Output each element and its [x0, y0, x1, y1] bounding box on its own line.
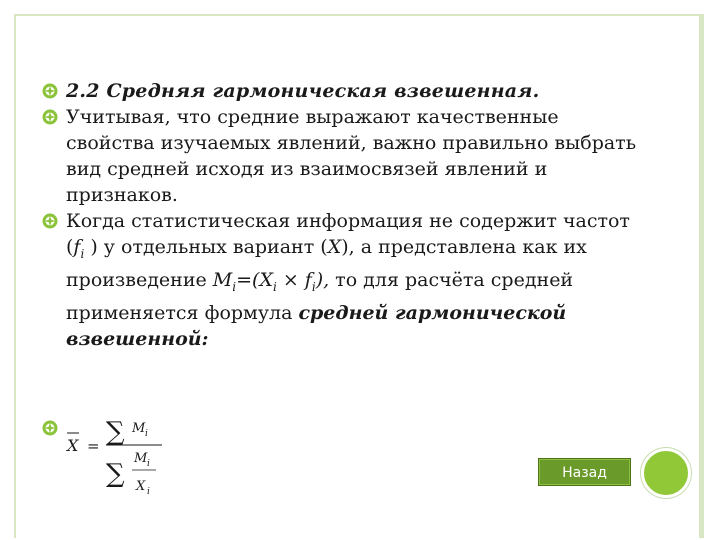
symbol-f-sub: i [80, 247, 85, 261]
bullet-icon [42, 83, 58, 99]
definition-text-3: ), а представлена как их произведение [66, 236, 587, 291]
bullet-item-intro [42, 104, 642, 208]
bullet-item-definition [42, 208, 642, 352]
section-title: 2.2 Средняя гармоническая взвешенная. [66, 80, 540, 102]
right-decorative-rule [699, 14, 703, 538]
symbol-f2-sub: i [311, 280, 316, 294]
bullet-item-title [42, 78, 642, 104]
close-paren: ), [315, 269, 330, 291]
definition-text-2: ) у отдельных вариант ( [84, 236, 328, 258]
symbol-m: M [212, 269, 233, 291]
denominator-m-sub: i [147, 459, 150, 469]
denominator-x: X [136, 479, 146, 494]
harmonic-mean-formula [64, 410, 204, 500]
definition-text-1: Когда статистическая информация не содержит частот ( [66, 210, 630, 258]
sum-sign-denominator: ∑ [106, 459, 125, 489]
numerator-sub: i [145, 429, 148, 439]
bullet-icon [42, 420, 58, 436]
denominator-m: M [134, 451, 148, 466]
formula-lhs: X [67, 436, 79, 455]
formula-equals: = [87, 437, 100, 455]
bullet-list [42, 78, 642, 352]
numerator-m: M [132, 421, 146, 436]
intro-text: Учитывая, что средние выражают качественные свойства изучаемых явлений, важно правильно выбрать вид средней исходя из взаимосвязей явлений и признаков. [66, 106, 637, 206]
symbol-x-sub: i [272, 280, 277, 294]
times-f: × f [276, 269, 312, 291]
equals-x: =(X [236, 269, 273, 291]
symbol-f: f [73, 236, 81, 258]
back-button[interactable]: Назад [538, 458, 631, 486]
bullet-icon [42, 109, 58, 125]
definition-text-4: то для расчёта средней применяется формула [66, 269, 574, 324]
sum-sign-numerator: ∑ [106, 417, 125, 447]
symbol-x: X [327, 236, 342, 258]
bullet-icon [42, 213, 58, 229]
symbol-m-sub: i [232, 280, 237, 294]
denominator-x-sub: i [147, 487, 150, 497]
formula-name: средней гармонической взвешенной: [66, 302, 567, 350]
decorative-circle [641, 448, 691, 498]
